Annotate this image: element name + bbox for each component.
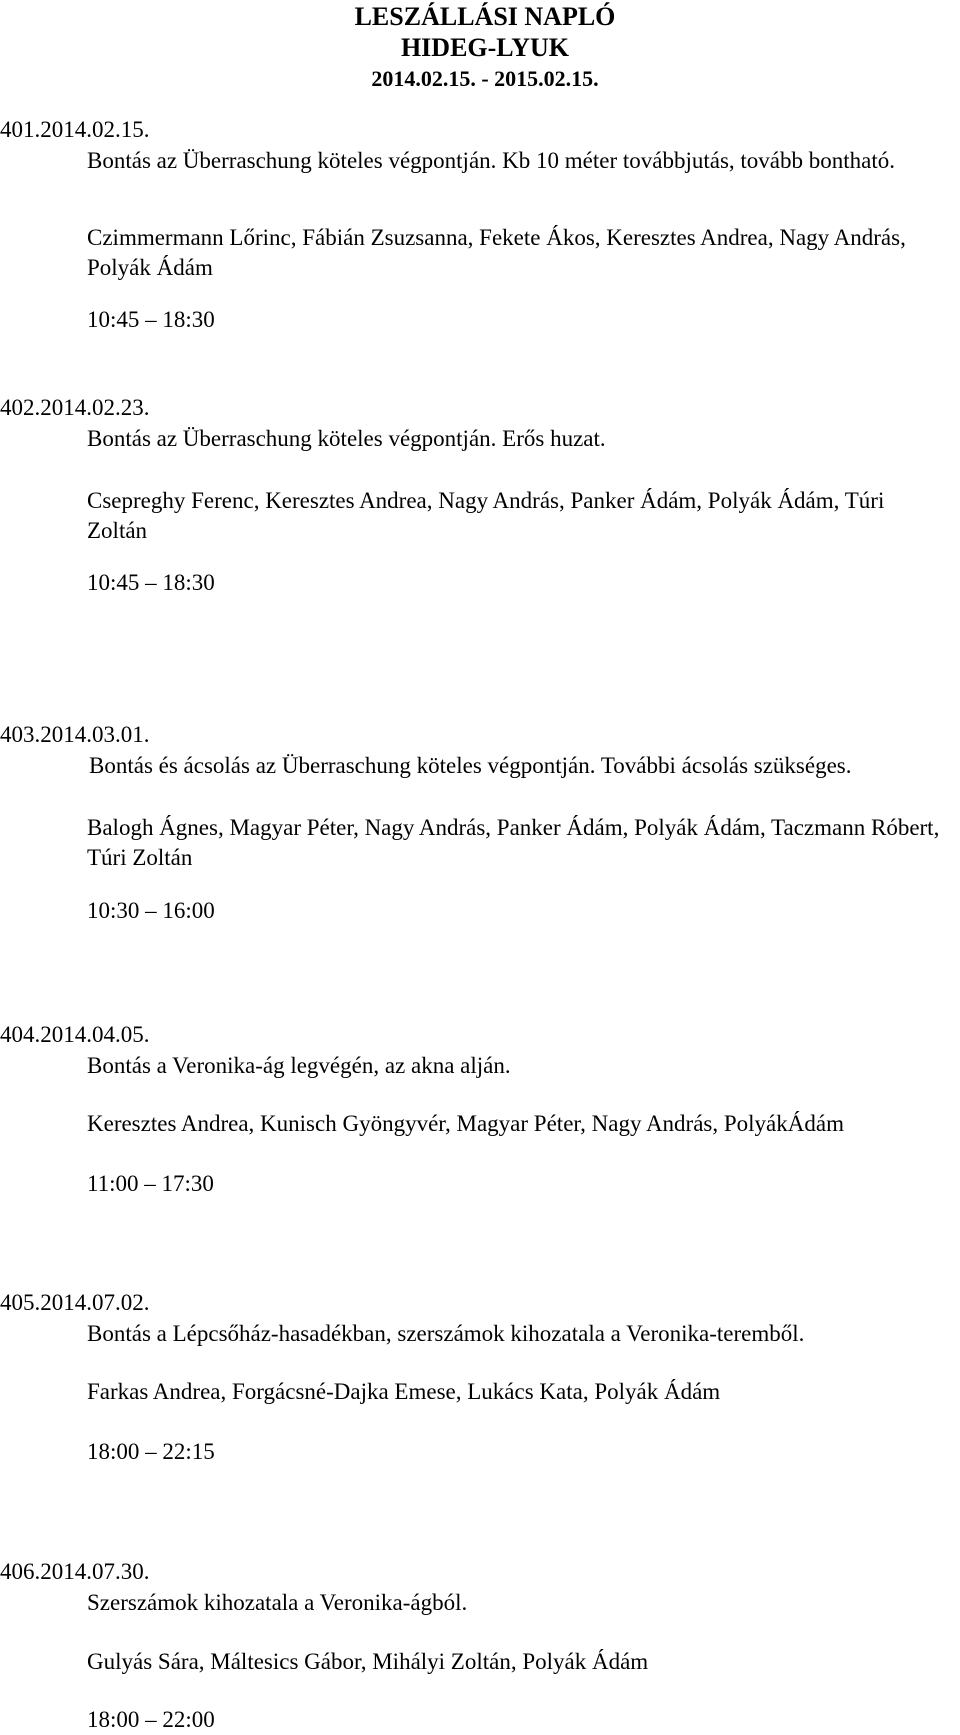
entry-description: Szerszámok kihozatala a Veronika-ágból. — [87, 1590, 468, 1615]
entry-members: Gulyás Sára, Máltesics Gábor, Mihályi Zoltán, Polyák Ádám — [87, 1649, 649, 1674]
entry-id: 401.2014.02.15. — [0, 117, 150, 142]
entry-members: Csepreghy Ferenc, Keresztes Andrea, Nagy András, Panker Ádám, Polyák Ádám, Túri Zoltán — [87, 488, 885, 543]
entry-time: 10:45 – 18:30 — [87, 570, 215, 595]
entry-time: 11:00 – 17:30 — [87, 1171, 214, 1196]
entry-time: 18:00 – 22:15 — [87, 1439, 215, 1464]
entry-description: Bontás a Lépcsőház-hasadékban, szerszámok kihozatala a Veronika-teremből. — [87, 1321, 805, 1346]
entry-description: Bontás és ácsolás az Überraschung köteles végpontján. További ácsolás szükséges. — [89, 753, 852, 778]
entry-id: 404.2014.04.05. — [0, 1022, 150, 1047]
entry-id: 402.2014.02.23. — [0, 395, 150, 420]
entry-members: Keresztes Andrea, Kunisch Gyöngyvér, Magyar Péter, Nagy András, PolyákÁdám — [87, 1111, 844, 1136]
entry-id: 403.2014.03.01. — [0, 722, 150, 747]
entry-id: 406.2014.07.30. — [0, 1559, 150, 1584]
document-subtitle: HIDEG-LYUK — [400, 33, 570, 62]
document-header — [0, 2, 960, 94]
entry-members: Farkas Andrea, Forgácsné-Dajka Emese, Lukács Kata, Polyák Ádám — [87, 1379, 721, 1404]
entry-id: 405.2014.07.02. — [0, 1290, 150, 1315]
entry-members: Balogh Ágnes, Magyar Péter, Nagy András, Panker Ádám, Polyák Ádám, Taczmann Róbert, Túri Zoltán — [87, 815, 940, 870]
document-title: LESZÁLLÁSI NAPLÓ — [354, 2, 616, 31]
entry-description: Bontás a Veronika-ág legvégén, az akna alján. — [87, 1053, 511, 1078]
entry-time: 18:00 – 22:00 — [87, 1707, 215, 1732]
entry-time: 10:30 – 16:00 — [87, 898, 215, 923]
entry-time: 10:45 – 18:30 — [87, 307, 215, 332]
entry-description: Bontás az Überraschung köteles végpontján. Kb 10 méter továbbjutás, tovább bontható. — [87, 148, 895, 173]
entry-description: Bontás az Überraschung köteles végpontján. Erős huzat. — [87, 426, 606, 451]
entry-members: Czimmermann Lőrinc, Fábián Zsuzsanna, Fekete Ákos, Keresztes Andrea, Nagy András, Polyák Ádám — [87, 225, 906, 280]
document-date-range: 2014.02.15. - 2015.02.15. — [371, 66, 599, 91]
